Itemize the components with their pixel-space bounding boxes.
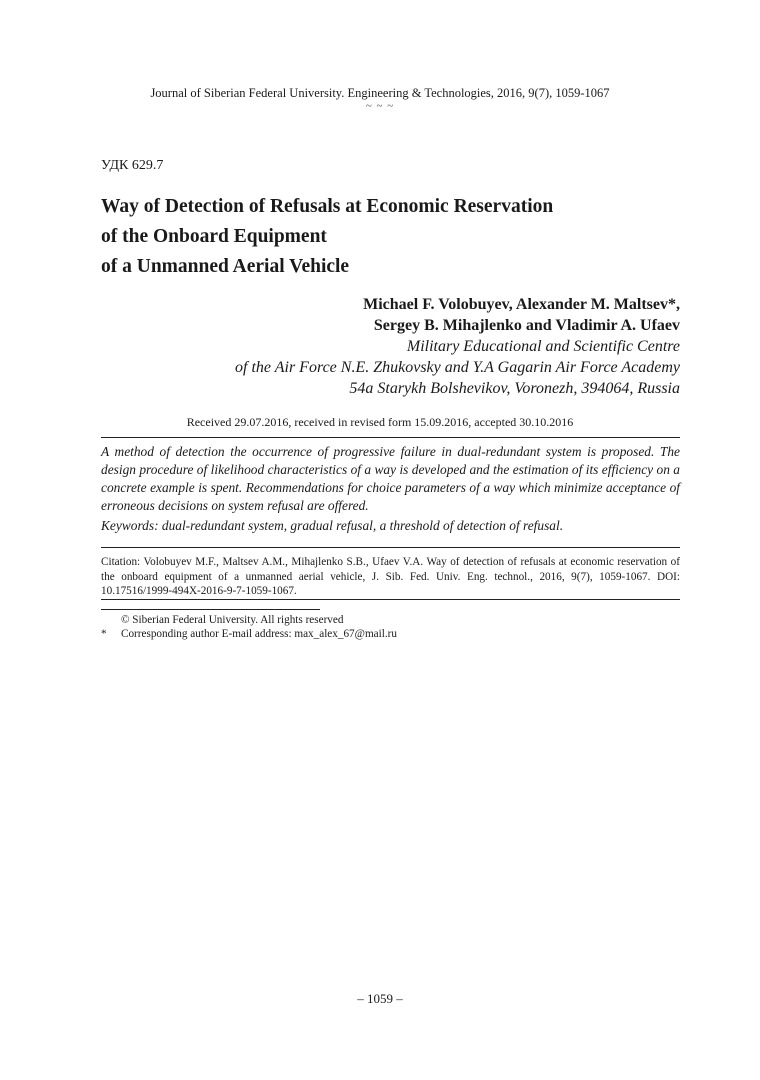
citation-top-rule: [101, 547, 680, 548]
authors-line-1: Michael F. Volobuyev, Alexander M. Maltsev*,: [363, 296, 680, 313]
authors-line-2: Sergey B. Mihajlenko and Vladimir A. Ufaev: [373, 317, 680, 334]
affiliation-line-3: 54a Starykh Bolshevikov, Voronezh, 394064, Russia: [349, 380, 680, 397]
footnote-corresponding-author: Corresponding author E-mail address: max_alex_67@mail.ru: [121, 628, 397, 640]
keywords: Keywords: dual-redundant system, gradual refusal, a threshold of detection of refusal.: [101, 518, 564, 533]
paper-title-line-2: of the Onboard Equipment: [101, 226, 327, 247]
header-ornament: ~ ~ ~: [365, 100, 395, 112]
journal-header: Journal of Siberian Federal University. Engineering & Technologies, 2016, 9(7), 1059-1067: [150, 86, 610, 100]
footnote-copyright: © Siberian Federal University. All rights reserved: [121, 614, 344, 626]
abstract-top-rule: [101, 437, 680, 438]
citation-text: Citation: Volobuyev M.F., Maltsev A.M., Mihajlenko S.B., Ufaev V.A. Way of detection of refusals at economic reservation of the onboard equipment of a unmanned aerial vehicle, J. Sib. Fed. Univ. Eng. technol., 2016, 9(7), 1059-1067. DOI: 10.17516/1999-494X-2016-9-7-1059-1067.: [101, 556, 680, 597]
abstract-text: A method of detection the occurrence of progressive failure in dual-redundant system is proposed. The design procedure of likelihood characteristics of a way is developed and the estimation of its efficiency on a concrete example is spent. Recommendations for choice parameters of a way which minimize acceptance of erroneous decisions on system refusal are offered.: [101, 444, 680, 513]
footnote-mark-2: *: [101, 628, 107, 640]
paper-title-line-1: Way of Detection of Refusals at Economic Reservation: [101, 196, 554, 217]
page-number: – 1059 –: [357, 991, 403, 1006]
citation-bottom-rule: [101, 599, 680, 600]
udc-code: УДК 629.7: [101, 158, 164, 173]
received-dates: Received 29.07.2016, received in revised form 15.09.2016, accepted 30.10.2016: [186, 415, 574, 429]
affiliation-line-2: of the Air Force N.E. Zhukovsky and Y.A Gagarin Air Force Academy: [235, 359, 680, 376]
footnote-rule: [101, 609, 320, 610]
affiliation-line-1: Military Educational and Scientific Centre: [406, 338, 680, 355]
paper-title-line-3: of a Unmanned Aerial Vehicle: [101, 256, 350, 277]
